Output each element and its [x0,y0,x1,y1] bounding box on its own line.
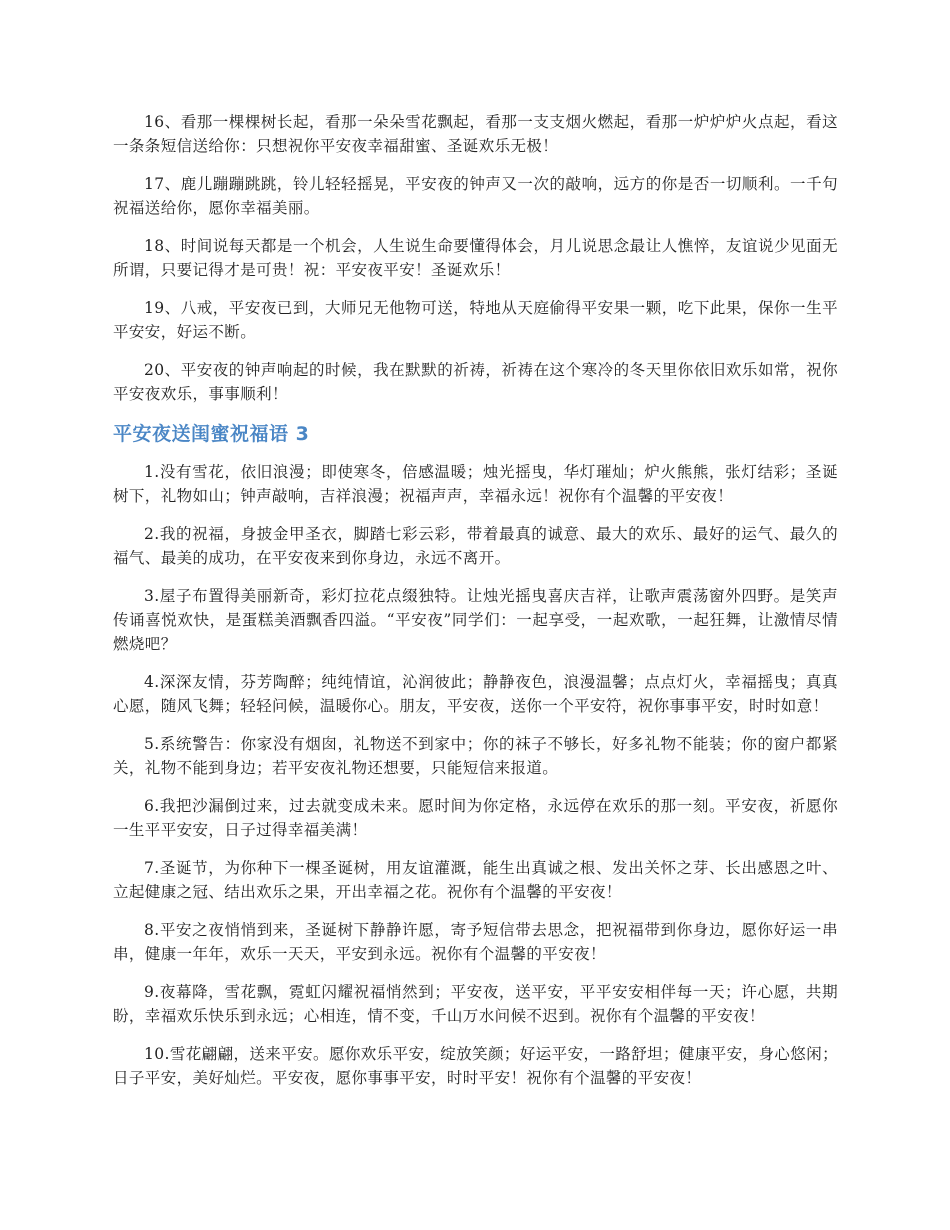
section-paragraph-5: 5.系统警告：你家没有烟囱，礼物送不到家中；你的袜子不够长，好多礼物不能装；你的窗户都紧关，礼物不能到身边；若平安夜礼物还想要，只能短信来报道。 [113,735,838,777]
paragraph-19: 19、八戒，平安夜已到，大师兄无他物可送，特地从天庭偷得平安果一颗，吃下此果，保你一生平平安安，好运不断。 [113,299,838,341]
section-paragraph-8: 8.平安之夜悄悄到来，圣诞树下静静许愿，寄予短信带去思念，把祝福带到你身边，愿你好运一串串，健康一年年，欢乐一天天，平安到永远。祝你有个温馨的平安夜！ [113,921,838,963]
section-paragraph-4: 4.深深友情，芬芳陶醉；纯纯情谊，沁润彼此；静静夜色，浪漫温馨；点点灯火，幸福摇曳；真真心愿，随风飞舞；轻轻问候，温暖你心。朋友，平安夜，送你一个平安符，祝你事事平安，时时如意！ [113,673,838,715]
paragraph-16: 16、看那一棵棵树长起，看那一朵朵雪花飘起，看那一支支烟火燃起，看那一炉炉炉火点起，看这一条条短信送给你：只想祝你平安夜幸福甜蜜、圣诞欢乐无极！ [113,113,838,155]
paragraph-17: 17、鹿儿蹦蹦跳跳，铃儿轻轻摇晃，平安夜的钟声又一次的敲响，远方的你是否一切顺利。一千句祝福送给你，愿你幸福美丽。 [113,175,838,217]
paragraph-18: 18、时间说每天都是一个机会，人生说生命要懂得体会，月儿说思念最让人憔悴，友谊说少见面无所谓，只要记得才是可贵！祝：平安夜平安！圣诞欢乐！ [113,237,838,279]
section-paragraph-3: 3.屋子布置得美丽新奇，彩灯拉花点缀独特。让烛光摇曳喜庆吉祥，让歌声震荡窗外四野。是笑声传诵喜悦欢快，是蛋糕美酒飘香四溢。“平安夜”同学们：一起享受，一起欢歌，一起狂舞，让激情尽情燃烧吧？ [113,587,838,653]
section-heading: 平安夜送闺蜜祝福语 3 [113,423,310,445]
section-paragraph-2: 2.我的祝福，身披金甲圣衣，脚踏七彩云彩，带着最真的诚意、最大的欢乐、最好的运气、最久的福气、最美的成功，在平安夜来到你身边，永远不离开。 [113,525,838,567]
section-paragraph-1: 1.没有雪花，依旧浪漫；即使寒冬，倍感温暖；烛光摇曳，华灯璀灿；炉火熊熊，张灯结彩；圣诞树下，礼物如山；钟声敲响，吉祥浪漫；祝福声声，幸福永远！祝你有个温馨的平安夜！ [113,463,838,505]
paragraph-20: 20、平安夜的钟声响起的时候，我在默默的祈祷，祈祷在这个寒冷的冬天里你依旧欢乐如常，祝你平安夜欢乐，事事顺利！ [113,361,838,403]
section-paragraph-9: 9.夜幕降，雪花飘，霓虹闪耀祝福悄然到；平安夜，送平安，平平安安相伴每一天；许心愿，共期盼，幸福欢乐快乐到永远；心相连，情不变，千山万水问候不迟到。祝你有个温馨的平安夜！ [113,983,838,1025]
section-paragraph-7: 7.圣诞节，为你种下一棵圣诞树，用友谊灌溉，能生出真诚之根、发出关怀之芽、长出感恩之叶、立起健康之冠、结出欢乐之果，开出幸福之花。祝你有个温馨的平安夜！ [113,859,838,901]
section-paragraph-6: 6.我把沙漏倒过来，过去就变成未来。愿时间为你定格，永远停在欢乐的那一刻。平安夜，祈愿你一生平平安安，日子过得幸福美满！ [113,797,838,839]
document-page [113,110,838,1104]
section-paragraph-10: 10.雪花翩翩，送来平安。愿你欢乐平安，绽放笑颜；好运平安，一路舒坦；健康平安，身心悠闲；日子平安，美好灿烂。平安夜，愿你事事平安，时时平安！祝你有个温馨的平安夜！ [113,1045,838,1087]
